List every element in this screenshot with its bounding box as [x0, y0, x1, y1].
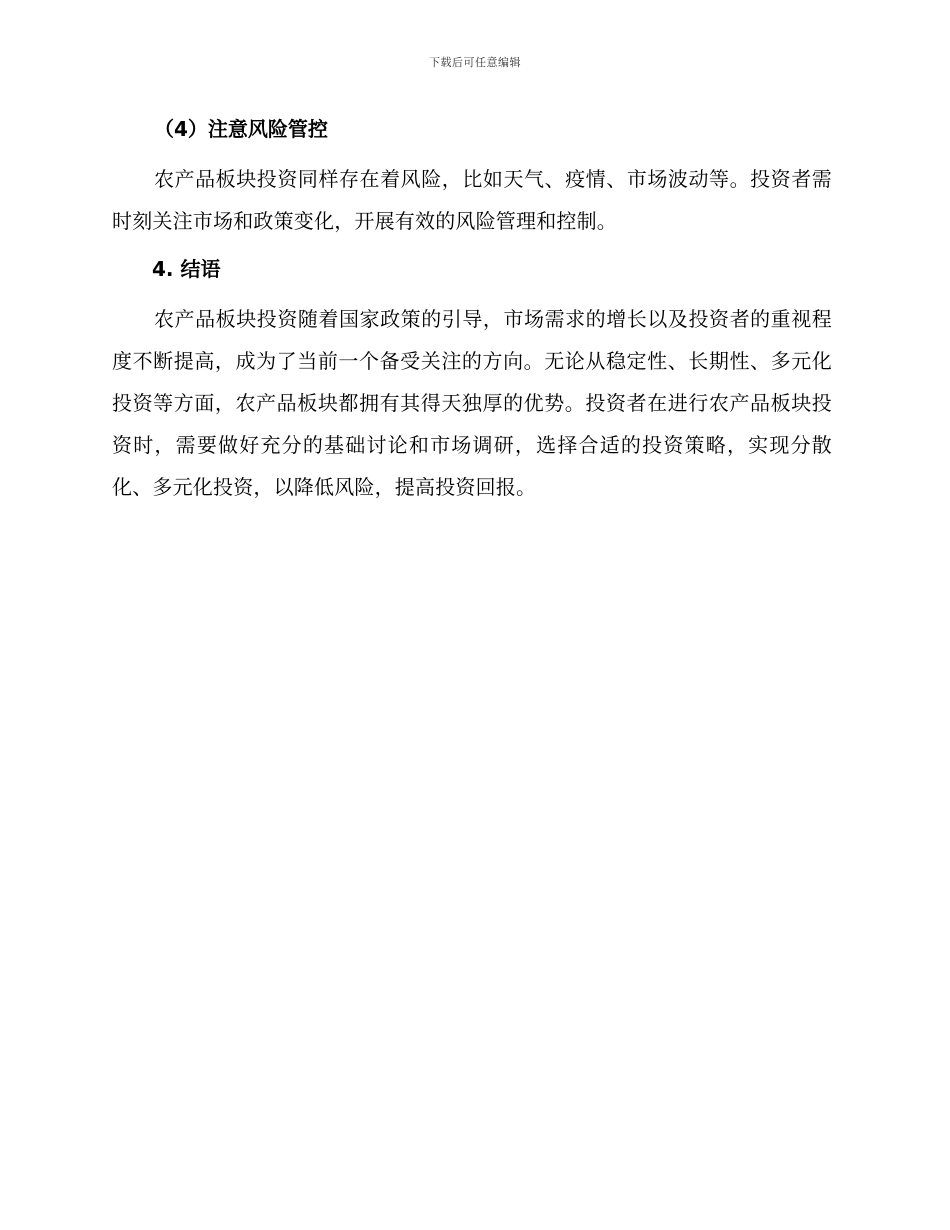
document-body	[112, 112, 832, 508]
spacer	[112, 242, 832, 252]
section-heading-conclusion: 4. 结语	[152, 257, 221, 281]
section-heading-risk-control: （4）注意风险管控	[154, 117, 328, 141]
paragraph-conclusion: 农产品板块投资随着国家政策的引导，市场需求的增长以及投资者的重视程度不断提高，成为了当前一个备受关注的方向。无论从稳定性、长期性、多元化投资等方面，农产品板块都拥有其得天独厚的优势。投资者在进行农产品板块投资时，需要做好充分的基础讨论和市场调研，选择合适的投资策略，实现分散化、多元化投资，以降低风险，提高投资回报。	[112, 307, 832, 499]
spacer	[112, 286, 832, 298]
header-note: 下载后可任意编辑	[429, 56, 521, 69]
spacer	[112, 146, 832, 158]
paragraph-risk-control: 农产品板块投资同样存在着风险，比如天气、疫情、市场波动等。投资者需时刻关注市场和政策变化，开展有效的风险管理和控制。	[112, 167, 832, 233]
